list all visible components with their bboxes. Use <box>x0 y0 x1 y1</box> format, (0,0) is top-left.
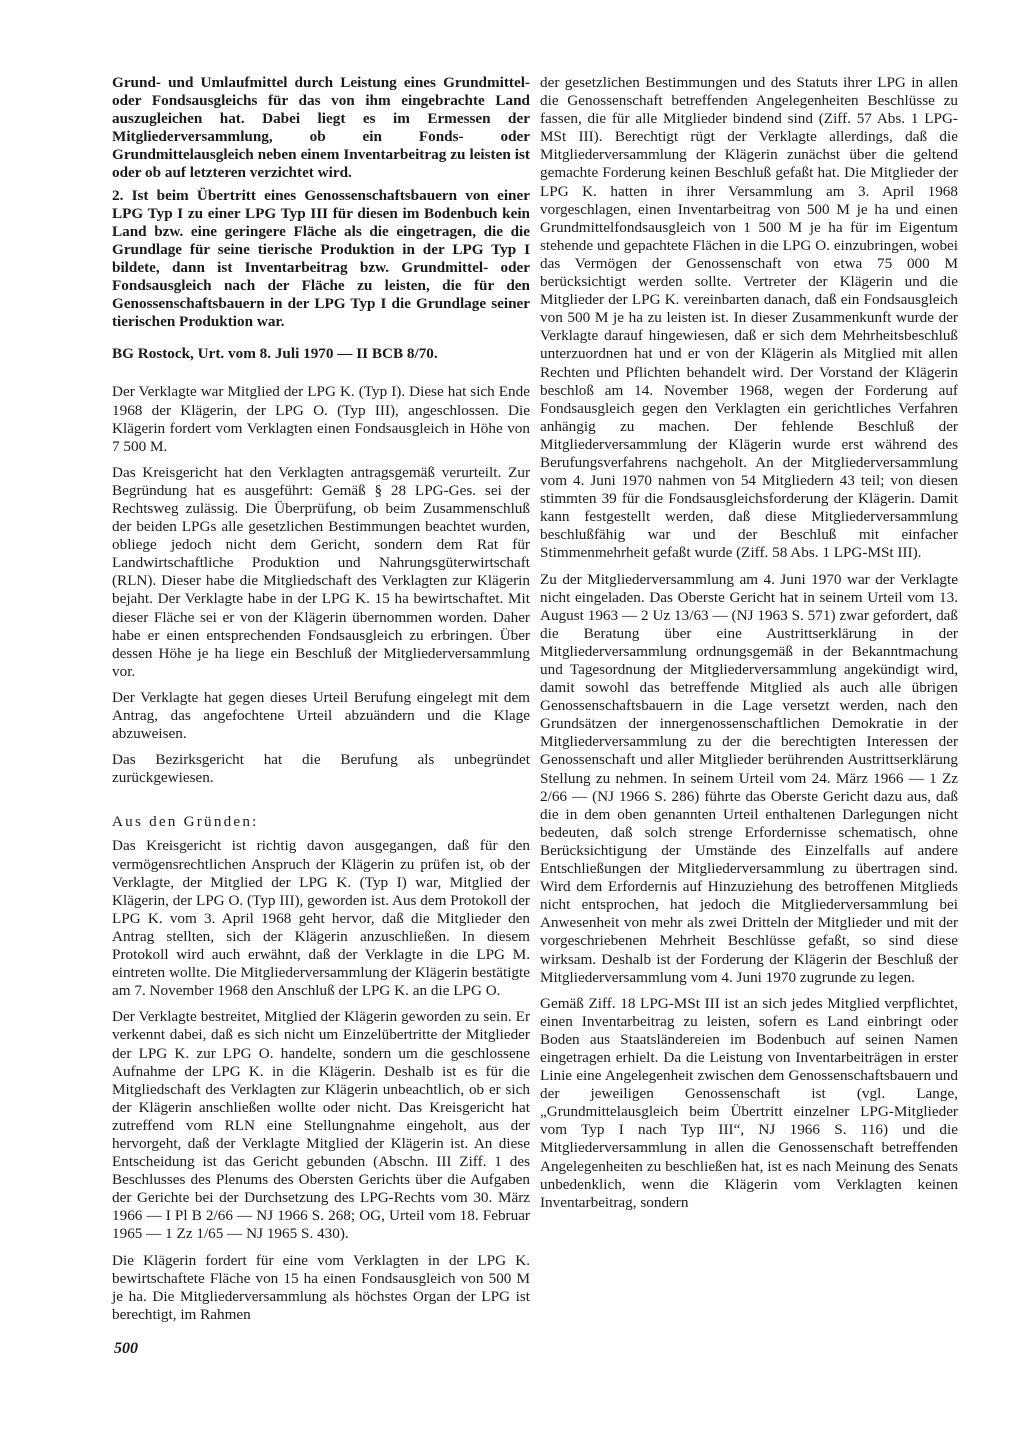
body-paragraph: Der Verklagte hat gegen dieses Urteil Berufung eingelegt mit dem Antrag, das angefochtene Urteil abzuändern und die Klage abzuweisen. <box>112 688 530 743</box>
body-paragraph: Das Kreisgericht ist richtig davon ausgegangen, daß für den vermögensrechtlichen Anspruch der Klägerin zu prüfen ist, ob der Verklagte, der Mitglied der LPG K. (Typ I) war, Mitglied der Klägerin, der LPG O. (Typ III), geworden ist. Aus dem Protokoll der LPG K. vom 3. April 1968 geht hervor, daß die Mitglieder den Antrag stellten, sich der Klägerin anzuschließen. In diesem Protokoll wird auch erwähnt, daß der Verklagte in die LPG M. eintreten wollte. Die Mitgliederversammlung der Klägerin bestätigte am 7. November 1968 den Anschluß der LPG K. an die LPG O. <box>112 837 530 1000</box>
headnote <box>112 74 530 331</box>
body-paragraph: Die Klägerin fordert für eine vom Verklagten in der LPG K. bewirtschaftete Fläche von 15 ha einen Fondsausgleich von 500 M je ha. Die Mitgliederversammlung als höchstes Organ der LPG ist berechtigt, im Rahmen <box>112 1251 530 1323</box>
right-column <box>540 74 958 1220</box>
body-paragraph: der gesetzlichen Bestimmungen und des Statuts ihrer LPG in allen die Genossenschaft betreffenden Angelegenheiten Beschlüsse zu fassen, die für alle Mitglieder bindend sind (Ziff. 57 Abs. 1 LPG-MSt III). Berechtigt rügt der Verklagte allerdings, daß die Mitgliederversammlung der Klägerin zunächst über die geltend gemachte Forderung keinen Beschluß gefaßt hat. Die Mitglieder der LPG K. hatten in ihrer Versammlung am 3. April 1968 vorgeschlagen, einen Inventarbeitrag von 500 M je ha und einen Grundmittelfondsausgleich von 1 500 M je ha für im Eigentum stehende und gepachtete Flächen in die LPG O. einzubringen, wobei das Vermögen der Genossenschaft von etwa 75 000 M berücksichtigt werden sollte. Vertreter der Klägerin und die Mitglieder der LPG K. vereinbarten danach, daß ein Fondsausgleich von 500 M je ha zu leisten ist. In dieser Zusammenkunft wurde der Verklagte darauf hingewiesen, daß er sich dem Mehrheitsbeschluß unterzuordnen hat und er von der Klägerin als Mitglied mit allen Rechten und Pflichten behandelt wird. Der Vorstand der Klägerin beschloß am 14. November 1968, wegen der Forderung auf Fondsausgleich gegen den Verklagten ein gerichtliches Verfahren anhängig zu machen. Der fehlende Beschluß der Mitgliederversammlung der Klägerin wurde erst während des Berufungsverfahrens nachgeholt. An der Mitgliederversammlung vom 4. Juni 1970 nahmen von 54 Mitgliedern 43 teil; von diesen stimmten 39 für die Fondsausgleichsforderung der Klägerin. Damit kann festgestellt werden, daß diese Mitgliederversammlung beschlußfähig war und der Beschluß mit einfacher Stimmenmehrheit gefaßt wurde (Ziff. 58 Abs. 1 LPG-MSt III). <box>540 74 958 562</box>
headnote-paragraph-2: 2. Ist beim Übertritt eines Genossenschaftsbauern von einer LPG Typ I zu einer LPG Typ III für diesen im Bodenbuch kein Land bzw. eine geringere Fläche als die eingetragen, die die Grundlage für seine tierische Produktion in der LPG Typ I bildete, dann ist Inventarbeitrag bzw. Grundmittel- oder Fondsausgleich nach der Fläche zu leisten, die für den Genossenschaftsbauern in der LPG Typ I die Grundlage seiner tierischen Produktion war. <box>112 186 530 331</box>
page-number: 500 <box>114 1340 138 1357</box>
body-paragraph: Der Verklagte bestreitet, Mitglied der Klägerin geworden zu sein. Er verkennt dabei, daß es sich nicht um Einzelübertritte der Mitglieder der LPG K. zur LPG O. handelte, sondern um die geschlossene Aufnahme der LPG K. in die Klägerin. Deshalb ist es für die Mitgliedschaft des Verklagten zur Klägerin unbeachtlich, ob er sich der Klägerin anschließen wollte oder nicht. Das Kreisgericht hat zutreffend vom RLN eine Stellungnahme eingeholt, aus der hervorgeht, daß der Verklagte Mitglied der Klägerin ist. An diese Entscheidung ist das Gericht gebunden (Abschn. III Ziff. 1 des Beschlusses des Plenums des Obersten Gerichts über die Aufgaben der Gerichte bei der Durchsetzung des LPG-Rechts vom 30. März 1966 — I Pl B 2/66 — NJ 1966 S. 268; OG, Urteil vom 18. Februar 1965 — 1 Zz 1/65 — NJ 1965 S. 430). <box>112 1008 530 1243</box>
body-paragraph: Zu der Mitgliederversammlung am 4. Juni 1970 war der Verklagte nicht eingeladen. Das Oberste Gericht hat in seinem Urteil vom 13. August 1963 — 2 Uz 13/63 — (NJ 1963 S. 571) zwar gefordert, daß die Beratung über eine Austrittserklärung in der Mitgliederversammlung ordnungsgemäß in der Bekanntmachung und Tagesordnung der Mitgliederversammlung angekündigt wird, damit sowohl das betreffende Mitglied als auch alle übrigen Genossenschaftsbauern in die Lage versetzt werden, nach den Grundsätzen der innergenossenschaftlichen Demokratie in der Mitgliederversammlung zu der die berechtigten Interessen der Genossenschaft und aller Mitglieder berührenden Austrittserklärung Stellung zu nehmen. In seinem Urteil vom 24. März 1966 — 1 Zz 2/66 — (NJ 1966 S. 286) führte das Oberste Gericht dazu aus, daß die in dem oben genannten Urteil enthaltenen Darlegungen nicht bedeuten, daß solch strenge Erfordernisse schematisch, ohne Berücksichtigung der Umstände des Einzelfalls auf andere Entschließungen der Mitgliederversammlung zu übertragen sind. Wird dem Erfordernis auf Hinzuziehung des betroffenen Mitglieds nicht entsprochen, hat jedoch die Mitgliederversammlung bei Anwesenheit von mehr als zwei Dritteln der Mitglieder und mit der vorgeschriebenen Mehrheit Beschlüsse gefaßt, so sind diese wirksam. Deshalb ist der Forderung der Klägerin der Beschluß der Mitgliederversammlung vom 4. Juni 1970 zugrunde zu legen. <box>540 570 958 986</box>
case-citation: BG Rostock, Urt. vom 8. Juli 1970 — II BCB 8/70. <box>112 345 438 363</box>
left-column <box>112 74 530 1332</box>
section-heading: Aus den Gründen: <box>112 813 259 831</box>
body-paragraph: Das Kreisgericht hat den Verklagten antragsgemäß verurteilt. Zur Begründung hat es ausgeführt: Gemäß § 28 LPG-Ges. sei der Rechtsweg zulässig. Die Überprüfung, ob beim Zusammenschluß der beiden LPGs alle gesetzlichen Bestimmungen beachtet wurden, obliege jedoch nicht dem Gericht, sondern dem Rat für Landwirtschaftliche Produktion und Nahrungsgüterwirtschaft (RLN). Dieser habe die Mitgliedschaft des Verklagten zur Klägerin bejaht. Der Verklagte habe in der LPG K. 15 ha bewirtschaftet. Mit dieser Fläche sei er von der Klägerin übernommen worden. Daher habe er einen entsprechenden Fondsausgleich zu erbringen. Über dessen Höhe je ha liege ein Beschluß der Mitgliederversammlung vor. <box>112 463 530 680</box>
body-paragraph: Der Verklagte war Mitglied der LPG K. (Typ I). Diese hat sich Ende 1968 der Klägerin, der LPG O. (Typ III), angeschlossen. Die Klägerin fordert vom Verklagten einen Fondsausgleich in Höhe von 7 500 M. <box>112 383 530 455</box>
body-paragraph: Das Bezirksgericht hat die Berufung als unbegründet zurückgewiesen. <box>112 751 530 787</box>
headnote-paragraph-1: Grund- und Umlaufmittel durch Leistung eines Grundmittel- oder Fondsausgleichs für das von ihm eingebrachte Land auszugleichen hat. Dabei liegt es im Ermessen der Mitgliederversammlung, ob ein Fonds- oder Grundmittelausgleich neben einem Inventarbeitrag zu leisten ist oder ob auf letzteren verzichtet wird. <box>112 74 530 182</box>
body-paragraph: Gemäß Ziff. 18 LPG-MSt III ist an sich jedes Mitglied verpflichtet, einen Inventarbeitrag zu leisten, sofern es Land einbringt oder Boden aus Staatsländereien im Bodenbuch auf seinen Namen eingetragen erhielt. Da die Leistung von Inventarbeiträgen in erster Linie eine Angelegenheit zwischen dem Genossenschaftsbauern und der jeweiligen Genossenschaft ist (vgl. Lange, „Grundmittelausgleich beim Übertritt einzelner LPG-Mitglieder vom Typ I nach Typ III“, NJ 1966 S. 116) und die Mitgliederversammlung in allen die Genossenschaft betreffenden Angelegenheiten zu beschließen hat, ist es nach Meinung des Senats unbedenklich, wenn die Klägerin vom Verklagten keinen Inventarbeitrag, sondern <box>540 994 958 1211</box>
